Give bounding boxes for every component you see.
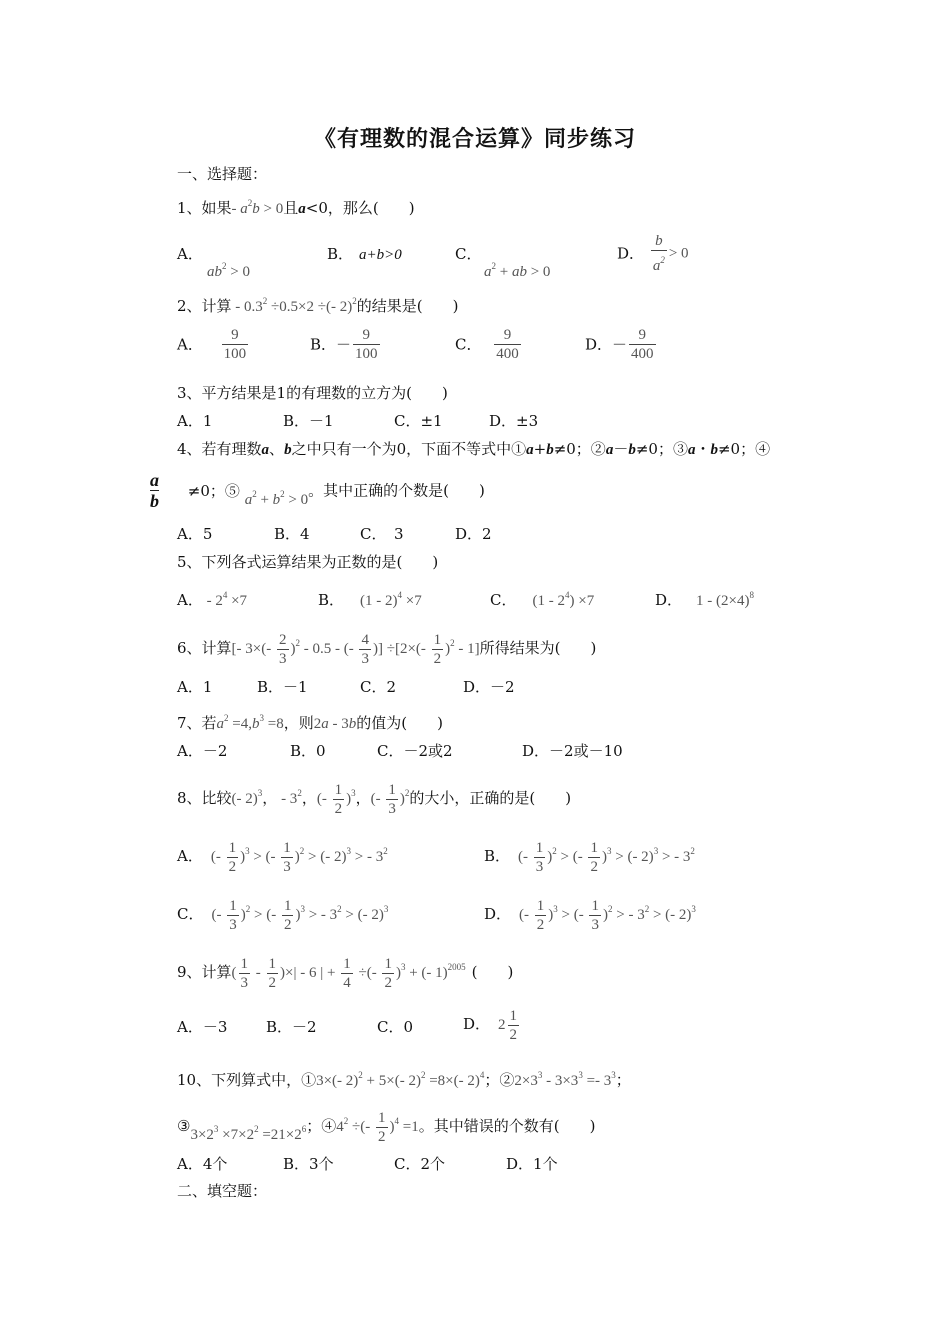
section-fill-heading: 二、填空题： bbox=[177, 1182, 268, 1200]
q1-option-a: A． bbox=[177, 245, 203, 263]
q7-option-d: D．－2或－10 bbox=[522, 742, 623, 760]
question-5: 5、下列各式运算结果为正数的是( ) bbox=[177, 553, 439, 571]
q4-option-a: A．5 bbox=[177, 525, 213, 543]
q5-option-c: C． $(1 - 2^4) \times 7$ bbox=[490, 590, 595, 609]
question-9: 9、计算( $\frac{1}{3}$ - $\frac{1}{2}$ )×| - 6 | + $\frac{1}{4}$ ÷(- $\frac{1}{2}$ )$^3$ + (- 1)$^{2005}$ ( ) bbox=[177, 956, 514, 992]
q8-option-c: C． (- $\frac{1}{3}$ )$^2$ > (- $\frac{1}{2}$ )$^3$ > - $3^2$ > (- 2)$^3$ bbox=[177, 898, 389, 934]
q1-option-a-expr: $ab^2 > 0$ bbox=[207, 261, 250, 280]
q3-option-c: C．±1 bbox=[394, 412, 443, 430]
question-4-line-1: 4、若有理数a、b之中只有一个为0，下面不等式中①a+b≠0；②a－b≠0；③a・b≠0；④ bbox=[177, 440, 771, 458]
question-2: 2、计算 - $0.3^2 \div 0.5\times 2$ ÷(- 2)$^2$的结果是( ) bbox=[177, 296, 459, 315]
question-6: 6、计算[- 3×(- $\frac{2}{3}$ )$^2$ - 0.5 - (- $\frac{4}{3}$ )] ÷[2×(- $\frac{1}{2}$ )$^2$ - 1]所得结果为( ) bbox=[177, 632, 597, 668]
q2-option-b: B．－ $\frac{9}{100}$ bbox=[310, 327, 378, 362]
question-10-line-2: $③3\times 2^3 \times 7\times 2^2 =21\times 2^6$；$④4^2$ ÷(- $\frac{1}{2}$ )$^4$ =1。其中错误的个数有( ) bbox=[177, 1110, 596, 1146]
q9-option-d: D． 2 $\frac{1}{2}$ bbox=[463, 1008, 518, 1044]
q7-option-b: B．0 bbox=[290, 742, 326, 760]
q10-option-b: B．3个 bbox=[283, 1155, 334, 1173]
q1-option-c: C． bbox=[455, 245, 482, 263]
page-title: 《有理数的混合运算》同步练习 bbox=[313, 126, 636, 152]
q6-option-b: B．－1 bbox=[257, 678, 308, 696]
q10-option-d: D．1个 bbox=[506, 1155, 558, 1173]
q7-option-c: C．－2或2 bbox=[377, 742, 453, 760]
q5-option-a: A． - $2^4 \times 7$ bbox=[177, 590, 248, 609]
q9-option-c: C．0 bbox=[377, 1018, 414, 1036]
q2-option-d: D．－ $\frac{9}{400}$ bbox=[585, 327, 654, 362]
q5-option-b: B． (1 - 2)$^4$ ×7 bbox=[318, 590, 422, 609]
q6-option-c: C．2 bbox=[360, 678, 397, 696]
q3-option-b: B．－1 bbox=[283, 412, 334, 430]
q2-option-a: A． $\frac{9}{100}$ bbox=[177, 327, 247, 362]
q10-option-a: A．4个 bbox=[177, 1155, 228, 1173]
q8-option-b: B． (- $\frac{1}{3}$ )$^2$ > (- $\frac{1}{2}$ )$^3$ > (- 2)$^3$ > - $3^2$ bbox=[484, 840, 695, 876]
q10-option-c: C．2个 bbox=[394, 1155, 446, 1173]
q2-option-c: C． $\frac{9}{400}$ bbox=[455, 327, 519, 362]
question-4-line-2: $\frac{a}{b}$ ≠0；⑤ $a^2 + b^2 > 0$。其中正确的个数是( ) bbox=[150, 470, 485, 511]
q4-option-b: B．4 bbox=[274, 525, 310, 543]
q9-option-a: A．－3 bbox=[177, 1018, 228, 1036]
q8-option-d: D． (- $\frac{1}{2}$ )$^3$ > (- $\frac{1}{3}$ )$^2$ > - $3^2$ > (- 2)$^3$ bbox=[484, 898, 696, 934]
question-8: 8、比较(- 2)$^3$， - $3^2$，(- $\frac{1}{2}$ )$^3$，(- $\frac{1}{3}$ )$^2$的大小，正确的是( ) bbox=[177, 782, 572, 818]
q9-option-b: B．－2 bbox=[266, 1018, 317, 1036]
question-7: 7、若$a^2 =4,b^3 =8$，则2a - 3b的值为( ) bbox=[177, 713, 443, 732]
q4-option-c: C． 3 bbox=[360, 525, 404, 543]
q1-option-d: D． $\frac{b}{a^2}$ > 0 bbox=[617, 233, 689, 274]
question-3: 3、平方结果是1的有理数的立方为( ) bbox=[177, 384, 448, 402]
q3-option-d: D．±3 bbox=[489, 412, 539, 430]
q7-option-a: A．－2 bbox=[177, 742, 228, 760]
q6-option-a: A．1 bbox=[177, 678, 213, 696]
q1-option-b: B． a+b>0 bbox=[327, 245, 402, 263]
q6-option-d: D．－2 bbox=[463, 678, 515, 696]
q8-option-a: A． (- $\frac{1}{2}$ )$^3$ > (- $\frac{1}{3}$ )$^2$ > (- 2)$^3$ > - $3^2$ bbox=[177, 840, 388, 876]
section-choice-heading: 一、选择题： bbox=[177, 165, 268, 183]
q5-option-d: D． $1 - (2\times 4)^8$ bbox=[655, 590, 754, 609]
question-1: 1、如果- $a^2b > 0$且a<0，那么( ) bbox=[177, 198, 415, 217]
q3-option-a: A．1 bbox=[177, 412, 213, 430]
question-10-line-1: 10、下列算式中，①3×(- 2)$^2$ + 5×(- 2)$^2$ =8×(- 2)$^4$；$②2\times 3^3 - 3\times 3^3 =- 3^3$； bbox=[177, 1070, 631, 1089]
q1-option-c-expr: $a^2$ + ab > 0 bbox=[484, 261, 551, 280]
q4-option-d: D．2 bbox=[455, 525, 492, 543]
